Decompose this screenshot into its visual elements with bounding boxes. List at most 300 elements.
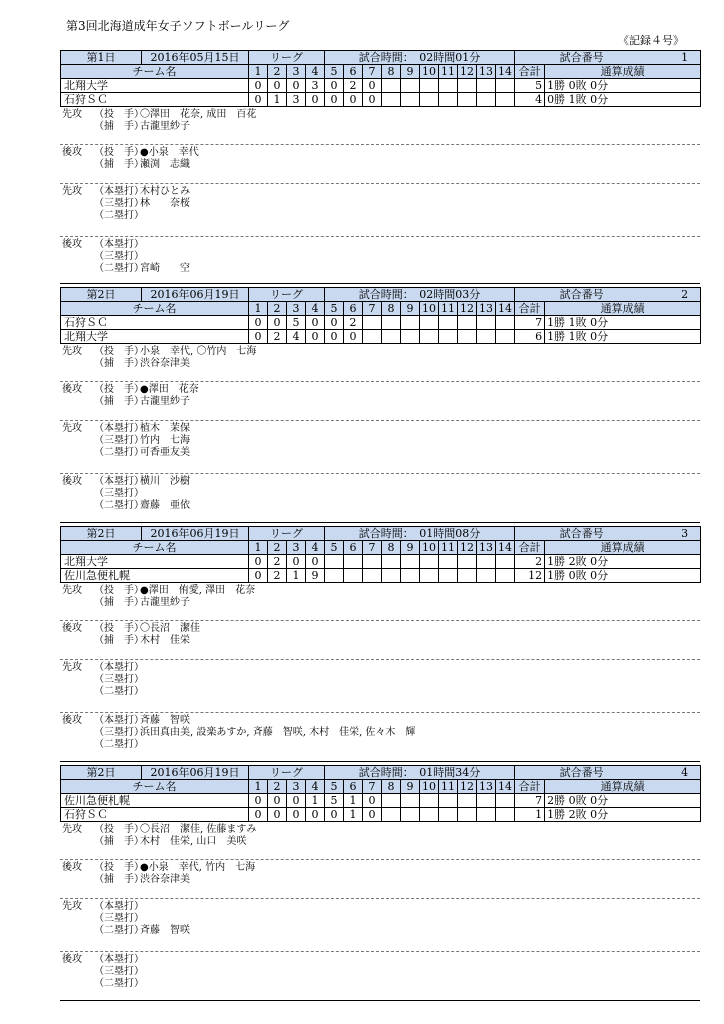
inning-score — [496, 555, 515, 569]
inning-score: 5 — [325, 794, 344, 808]
inning-header: 10 — [420, 541, 439, 555]
team-record: 1勝 0敗 0分 — [545, 79, 701, 93]
batting-side — [62, 739, 94, 751]
inning-header: 1 — [249, 65, 268, 79]
player-line — [62, 239, 700, 251]
team-row — [61, 79, 701, 93]
player-line — [62, 662, 700, 674]
inning-score — [458, 555, 477, 569]
player-line — [62, 913, 700, 925]
game-separator — [60, 1000, 700, 1001]
inning-score: 0 — [287, 808, 306, 822]
player-names: 古瀧里紗子 — [140, 121, 190, 132]
inning-score — [439, 93, 458, 107]
team-name: 北翔大学 — [61, 79, 249, 93]
player-line — [62, 186, 700, 198]
player-line — [62, 686, 700, 698]
player-role: （捕 手） — [94, 635, 144, 646]
players-section — [60, 344, 700, 528]
inning-header: 1 — [249, 302, 268, 316]
inning-header: 12 — [458, 780, 477, 794]
game-type: リーグ — [249, 51, 325, 65]
player-role: （本塁打） — [94, 476, 144, 487]
inning-score — [420, 808, 439, 822]
player-role: （三塁打） — [94, 727, 144, 738]
player-names: 宮崎 空 — [140, 263, 190, 274]
inning-header: 2 — [268, 302, 287, 316]
player-names: 斉藤 智咲 — [140, 925, 190, 936]
inning-header: 13 — [477, 541, 496, 555]
inning-score: 0 — [249, 316, 268, 330]
batting-side: 後攻 — [62, 715, 82, 726]
player-line — [62, 585, 700, 597]
inning-score — [401, 316, 420, 330]
inning-score: 0 — [249, 93, 268, 107]
inning-score — [458, 316, 477, 330]
player-names: 〇澤田 花奈, 成田 百花 — [140, 109, 257, 120]
inning-header: 3 — [287, 65, 306, 79]
inning-score — [439, 808, 458, 822]
player-role: （捕 手） — [94, 121, 144, 132]
player-role: （投 手） — [94, 824, 144, 835]
team-row — [61, 330, 701, 344]
player-line — [62, 597, 700, 609]
inning-score: 0 — [268, 316, 287, 330]
total-header: 合計 — [515, 302, 545, 316]
inning-header: 10 — [420, 65, 439, 79]
inning-score: 0 — [344, 330, 363, 344]
inning-header: 2 — [268, 65, 287, 79]
batting-side: 先攻 — [62, 109, 82, 120]
player-names: 〇長沼 潔佳 — [140, 623, 200, 634]
team-record: 1勝 0敗 0分 — [545, 569, 701, 583]
inning-score: 0 — [363, 93, 382, 107]
game-separator — [60, 761, 700, 762]
batting-side: 後攻 — [62, 147, 82, 158]
game-duration: 試合時間： 01時間08分 — [325, 527, 515, 541]
inning-score — [420, 555, 439, 569]
inning-score: 0 — [268, 808, 287, 822]
inning-score — [496, 316, 515, 330]
player-role: （投 手） — [94, 623, 144, 634]
batting-side: 先攻 — [62, 901, 82, 912]
player-role: （本塁打） — [94, 186, 144, 197]
batting-side: 後攻 — [62, 954, 82, 965]
player-block — [60, 660, 700, 712]
scoreboard-table — [60, 526, 701, 583]
batting-side — [62, 447, 94, 459]
game-duration: 試合時間： 02時間01分 — [325, 51, 515, 65]
batting-side — [62, 635, 94, 647]
game-number-label: 試合番号 — [559, 51, 604, 64]
inning-score — [496, 569, 515, 583]
inning-score: 0 — [325, 330, 344, 344]
inning-score — [420, 569, 439, 583]
inning-header: 6 — [344, 302, 363, 316]
inning-score: 0 — [249, 79, 268, 93]
team-row — [61, 316, 701, 330]
game-number-label: 試合番号 — [559, 766, 604, 779]
game-separator — [60, 283, 700, 284]
inning-score — [420, 93, 439, 107]
batting-side — [62, 435, 94, 447]
team-name: 北翔大学 — [61, 330, 249, 344]
inning-score: 0 — [287, 794, 306, 808]
scoreboard-table — [60, 765, 701, 822]
player-line — [62, 251, 700, 263]
inning-header: 13 — [477, 780, 496, 794]
inning-score — [477, 79, 496, 93]
batting-side: 後攻 — [62, 384, 82, 395]
player-role: （二塁打） — [94, 447, 144, 458]
batting-side — [62, 966, 94, 978]
player-line — [62, 396, 700, 408]
game-number: 2 — [681, 288, 689, 301]
inning-header: 11 — [439, 302, 458, 316]
player-role: （投 手） — [94, 862, 144, 873]
player-line — [62, 674, 700, 686]
player-names: 林 奈桜 — [140, 198, 190, 209]
inning-header: 2 — [268, 780, 287, 794]
team-name-header: チーム名 — [61, 302, 249, 316]
inning-score: 0 — [363, 79, 382, 93]
inning-header: 1 — [249, 541, 268, 555]
scoreboard-table — [60, 287, 701, 344]
cumulative-header: 通算成績 — [545, 780, 701, 794]
inning-score: 1 — [344, 794, 363, 808]
player-line — [62, 447, 700, 459]
inning-header: 6 — [344, 541, 363, 555]
game-section — [60, 526, 700, 767]
player-line — [62, 739, 700, 751]
batting-side — [62, 159, 94, 171]
player-line — [62, 862, 700, 874]
inning-header: 13 — [477, 302, 496, 316]
inning-score — [477, 555, 496, 569]
cumulative-header: 通算成績 — [545, 302, 701, 316]
game-day: 第2日 — [61, 288, 142, 301]
player-role: （二塁打） — [94, 500, 144, 511]
player-line — [62, 500, 700, 512]
player-names: ●小泉 幸代, 竹内 七海 — [140, 862, 256, 873]
game-day: 第1日 — [61, 51, 142, 64]
game-type: リーグ — [249, 527, 325, 541]
batting-side — [62, 488, 94, 500]
inning-score: 3 — [287, 93, 306, 107]
player-block — [60, 145, 700, 183]
player-line — [62, 159, 700, 171]
total-header: 合計 — [515, 541, 545, 555]
game-number: 3 — [681, 527, 689, 540]
batting-side: 後攻 — [62, 239, 82, 250]
inning-score — [496, 79, 515, 93]
player-line — [62, 874, 700, 886]
player-role: （三塁打） — [94, 198, 144, 209]
player-line — [62, 966, 700, 978]
total-header: 合計 — [515, 65, 545, 79]
inning-score: 0 — [306, 316, 325, 330]
inning-score: 1 — [344, 808, 363, 822]
player-line — [62, 198, 700, 210]
inning-score — [363, 555, 382, 569]
team-record: 1勝 1敗 0分 — [545, 316, 701, 330]
team-total: 1 — [515, 808, 545, 822]
inning-header: 1 — [249, 780, 268, 794]
player-names: 瀬渕 志織 — [140, 159, 190, 170]
player-role: （投 手） — [94, 585, 144, 596]
inning-header: 6 — [344, 780, 363, 794]
inning-score — [458, 794, 477, 808]
inning-score — [458, 330, 477, 344]
inning-header: 9 — [401, 541, 420, 555]
inning-score — [401, 555, 420, 569]
inning-score — [439, 794, 458, 808]
inning-score — [401, 330, 420, 344]
inning-header: 8 — [382, 780, 401, 794]
player-line — [62, 901, 700, 913]
player-role: （三塁打） — [94, 913, 144, 924]
player-role: （二塁打） — [94, 263, 144, 274]
player-role: （本塁打） — [94, 662, 144, 673]
game-number: 1 — [681, 51, 689, 64]
inning-score — [401, 794, 420, 808]
player-role: （三塁打） — [94, 966, 144, 977]
inning-score — [439, 316, 458, 330]
inning-header: 12 — [458, 65, 477, 79]
player-names: 古瀧里紗子 — [140, 396, 190, 407]
inning-score — [382, 316, 401, 330]
inning-score — [363, 330, 382, 344]
player-role: （本塁打） — [94, 901, 144, 912]
player-role: （二塁打） — [94, 925, 144, 936]
player-role: （本塁打） — [94, 423, 144, 434]
inning-score: 0 — [249, 569, 268, 583]
batting-side — [62, 263, 94, 275]
game-type: リーグ — [249, 288, 325, 302]
player-block — [60, 474, 700, 528]
player-block — [60, 621, 700, 659]
inning-score: 2 — [268, 330, 287, 344]
player-names: ●小泉 幸代 — [140, 147, 199, 158]
player-line — [62, 978, 700, 990]
inning-score — [401, 93, 420, 107]
inning-score — [420, 330, 439, 344]
player-line — [62, 476, 700, 488]
inning-header: 8 — [382, 65, 401, 79]
inning-score: 0 — [268, 79, 287, 93]
inning-header: 14 — [496, 780, 515, 794]
inning-score — [458, 808, 477, 822]
inning-score: 0 — [325, 316, 344, 330]
game-duration: 試合時間： 02時間03分 — [325, 288, 515, 302]
inning-header: 11 — [439, 65, 458, 79]
game-date: 2016年06月19日 — [150, 288, 240, 301]
game-day: 第2日 — [61, 527, 142, 540]
player-role: （本塁打） — [94, 239, 144, 250]
document-title: 第3回北海道成年女子ソフトボールリーグ — [66, 19, 290, 33]
team-row — [61, 794, 701, 808]
inning-score — [458, 93, 477, 107]
player-role: （二塁打） — [94, 978, 144, 989]
inning-score: 1 — [306, 794, 325, 808]
player-line — [62, 210, 700, 222]
inning-header: 12 — [458, 302, 477, 316]
player-line — [62, 836, 700, 848]
player-role: （捕 手） — [94, 836, 144, 847]
inning-score: 0 — [249, 555, 268, 569]
inning-score — [458, 79, 477, 93]
player-block — [60, 421, 700, 473]
player-block — [60, 382, 700, 420]
inning-score — [439, 569, 458, 583]
player-role: （二塁打） — [94, 686, 144, 697]
player-role: （捕 手） — [94, 358, 144, 369]
inning-score: 0 — [363, 808, 382, 822]
player-names: 渋谷奈津美 — [140, 358, 190, 369]
team-name: 北翔大学 — [61, 555, 249, 569]
inning-header: 6 — [344, 65, 363, 79]
inning-header: 14 — [496, 541, 515, 555]
player-line — [62, 346, 700, 358]
inning-header: 4 — [306, 780, 325, 794]
batting-side: 先攻 — [62, 423, 82, 434]
batting-side — [62, 978, 94, 990]
inning-score: 2 — [344, 316, 363, 330]
inning-score — [325, 555, 344, 569]
inning-score: 0 — [249, 794, 268, 808]
player-role: （投 手） — [94, 346, 144, 357]
inning-header: 3 — [287, 780, 306, 794]
player-line — [62, 488, 700, 500]
players-section — [60, 822, 700, 1006]
batting-side — [62, 597, 94, 609]
inning-score: 0 — [344, 93, 363, 107]
team-row — [61, 808, 701, 822]
player-role: （投 手） — [94, 384, 144, 395]
player-line — [62, 121, 700, 133]
scoreboard-table — [60, 50, 701, 107]
game-date: 2016年05月15日 — [150, 51, 240, 64]
inning-header: 10 — [420, 302, 439, 316]
batting-side — [62, 874, 94, 886]
inning-score — [420, 79, 439, 93]
batting-side — [62, 925, 94, 937]
team-record: 2勝 0敗 0分 — [545, 794, 701, 808]
game-section — [60, 287, 700, 528]
batting-side — [62, 674, 94, 686]
inning-score — [401, 569, 420, 583]
inning-score — [420, 794, 439, 808]
player-role: （二塁打） — [94, 739, 144, 750]
player-role: （捕 手） — [94, 874, 144, 885]
team-name: 石狩ＳＣ — [61, 93, 249, 107]
team-name: 佐川急便札幌 — [61, 794, 249, 808]
game-day: 第2日 — [61, 766, 142, 779]
inning-score: 0 — [325, 93, 344, 107]
team-row — [61, 569, 701, 583]
player-names: 可香亜友美 — [140, 447, 190, 458]
inning-score — [382, 79, 401, 93]
inning-score: 0 — [306, 808, 325, 822]
inning-header: 11 — [439, 780, 458, 794]
inning-score — [477, 808, 496, 822]
player-names: 〇長沼 潔佳, 佐藤ますみ — [140, 824, 257, 835]
inning-score: 0 — [325, 79, 344, 93]
team-name: 石狩ＳＣ — [61, 316, 249, 330]
player-line — [62, 384, 700, 396]
team-total: 12 — [515, 569, 545, 583]
inning-header: 7 — [363, 65, 382, 79]
inning-header: 2 — [268, 541, 287, 555]
inning-score: 2 — [344, 79, 363, 93]
player-names: 竹内 七海 — [140, 435, 190, 446]
inning-score: 1 — [268, 93, 287, 107]
inning-header: 7 — [363, 541, 382, 555]
inning-header: 7 — [363, 780, 382, 794]
batting-side — [62, 727, 94, 739]
inning-score: 2 — [268, 555, 287, 569]
players-section — [60, 583, 700, 767]
player-role: （投 手） — [94, 109, 144, 120]
inning-header: 5 — [325, 541, 344, 555]
team-total: 6 — [515, 330, 545, 344]
inning-score — [363, 316, 382, 330]
inning-header: 5 — [325, 302, 344, 316]
inning-score — [420, 316, 439, 330]
player-block — [60, 184, 700, 236]
player-block — [60, 952, 700, 1006]
player-names: 植木 茉保 — [140, 423, 190, 434]
player-role: （本塁打） — [94, 715, 144, 726]
batting-side — [62, 358, 94, 370]
player-role: （三塁打） — [94, 251, 144, 262]
team-record: 0勝 1敗 0分 — [545, 93, 701, 107]
inning-score: 2 — [268, 569, 287, 583]
inning-header: 14 — [496, 302, 515, 316]
cumulative-header: 通算成績 — [545, 541, 701, 555]
inning-score — [344, 555, 363, 569]
player-role: （捕 手） — [94, 597, 144, 608]
batting-side: 先攻 — [62, 186, 82, 197]
player-role: （本塁打） — [94, 954, 144, 965]
total-header: 合計 — [515, 780, 545, 794]
team-name-header: チーム名 — [61, 541, 249, 555]
inning-score: 0 — [268, 794, 287, 808]
batting-side: 後攻 — [62, 862, 82, 873]
player-line — [62, 824, 700, 836]
inning-header: 11 — [439, 541, 458, 555]
player-role: （三塁打） — [94, 674, 144, 685]
player-role: （投 手） — [94, 147, 144, 158]
inning-score — [382, 808, 401, 822]
inning-score — [496, 93, 515, 107]
inning-score — [439, 330, 458, 344]
player-block — [60, 713, 700, 767]
inning-score — [477, 93, 496, 107]
batting-side — [62, 396, 94, 408]
inning-score — [382, 93, 401, 107]
batting-side — [62, 198, 94, 210]
inning-header: 14 — [496, 65, 515, 79]
inning-header: 9 — [401, 302, 420, 316]
player-role: （三塁打） — [94, 435, 144, 446]
record-number: 《記録４号》 — [618, 34, 684, 47]
inning-score — [477, 569, 496, 583]
inning-score: 0 — [306, 93, 325, 107]
player-block — [60, 583, 700, 620]
player-line — [62, 715, 700, 727]
inning-header: 3 — [287, 302, 306, 316]
